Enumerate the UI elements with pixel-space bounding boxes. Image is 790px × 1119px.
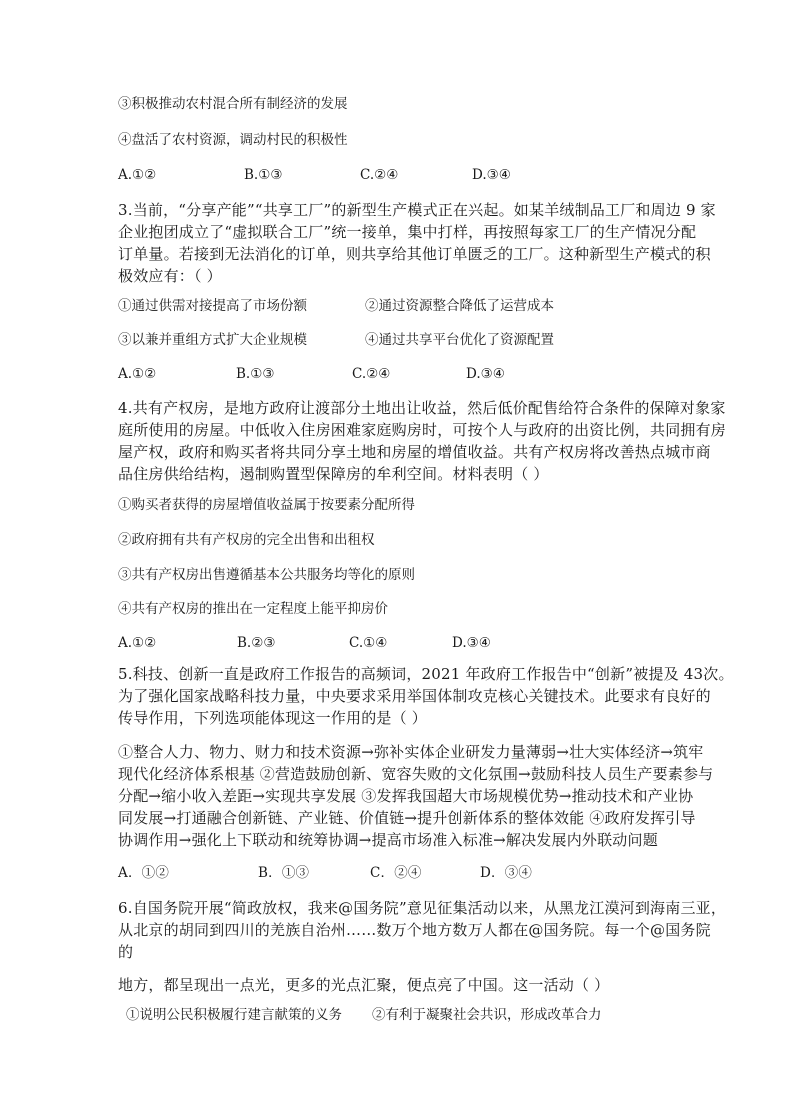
q4-option-a: A.①② <box>118 635 157 651</box>
q4-item-2: ②政府拥有共有产权房的完全出售和出租权 <box>118 532 375 548</box>
q2-option-c: C.②④ <box>360 167 399 183</box>
q6-choice-1: ①说明公民积极履行建言献策的义务 <box>126 1007 342 1023</box>
q6-choice-2: ②有利于凝聚社会共识，形成改革合力 <box>372 1007 602 1023</box>
q2-option-b: B.①③ <box>244 167 283 183</box>
q4-item-4: ④共有产权房的推出在一定程度上能平抑房价 <box>118 601 388 617</box>
q5-option-b: B．①③ <box>258 865 310 881</box>
q3-choice-4: ④通过共享平台优化了资源配置 <box>365 332 554 348</box>
q5-stem-line-1: 5.科技、创新一直是政府工作报告的高频词，2021 年政府工作报告中“创新”被提及 43次。 <box>118 665 734 683</box>
q2-option-d: D.③④ <box>472 167 511 183</box>
q4-stem-line-2: 庭所使用的房屋。中低收入住房困难家庭购房时，可按个人与政府的出资比例，共同拥有房 <box>118 421 727 439</box>
q5-body-line-5: 协调作用→强化上下联动和统筹协调→提高市场准入标准→解决发展内外联动问题 <box>118 831 658 849</box>
q5-option-a: A．①② <box>118 865 170 881</box>
q4-option-d: D.③④ <box>452 635 491 651</box>
q4-stem-line-3: 屋产权，政府和购买者将共同分享土地和房屋的增值收益。共有产权房将改善热点城市商 <box>118 443 711 461</box>
q6-stem-line-1: 6.自国务院开展“简政放权，我来@国务院”意见征集活动以来，从黑龙江漠河到海南三亚， <box>118 899 727 917</box>
q4-stem-line-4: 品住房供给结构，遏制购置型保障房的牟利空间。材料表明（ ） <box>118 465 549 483</box>
q3-stem-line-4: 极效应有：（ ） <box>118 267 222 285</box>
q3-choice-3: ③以兼并重组方式扩大企业规模 <box>118 332 307 348</box>
q2-item-4: ④盘活了农村资源，调动村民的积极性 <box>118 132 348 148</box>
q3-option-d: D.③④ <box>466 366 505 382</box>
q2-option-a: A.①② <box>118 167 157 183</box>
q6-stem-line-2: 从北京的胡同到四川的羌族自治州……数万个地方数万人都在@国务院。每一个@国务院 <box>118 921 711 939</box>
q4-stem-line-1: 4.共有产权房，是地方政府让渡部分土地出让收益，然后低价配售给符合条件的保障对象家 <box>118 399 726 417</box>
q4-item-3: ③共有产权房出售遵循基本公共服务均等化的原则 <box>118 567 415 583</box>
q2-item-3: ③积极推动农村混合所有制经济的发展 <box>118 96 348 112</box>
q4-item-1: ①购买者获得的房屋增值收益属于按要素分配所得 <box>118 497 415 513</box>
q3-stem-line-2: 企业抱团成立了“虚拟联合工厂”统一接单，集中打样，再按照每家工厂的生产情况分配 <box>118 223 697 241</box>
q5-option-d: D．③④ <box>480 865 533 881</box>
q3-option-a: A.①② <box>118 366 157 382</box>
q3-choice-2: ②通过资源整合降低了运营成本 <box>365 298 554 314</box>
q5-option-c: C．②④ <box>370 865 422 881</box>
q6-stem-continued: 地方，都呈现出一点光，更多的光点汇聚，便点亮了中国。这一活动（ ） <box>118 976 610 994</box>
q5-stem-line-2: 为了强化国家战略科技力量，中央要求采用举国体制攻克核心关键技术。此要求有良好的 <box>118 687 711 705</box>
q5-body-line-4: 同发展→打通融合创新链、产业链、价值链→提升创新体系的整体效能 ④政府发挥引导 <box>118 809 696 827</box>
q3-choice-1: ①通过供需对接提高了市场份额 <box>118 298 307 314</box>
q5-body-line-2: 现代化经济体系根基 ②营造鼓励创新、宽容失败的文化氛围→鼓励科技人员生产要素参与 <box>118 765 714 783</box>
q6-stem-line-3: 的 <box>118 943 134 961</box>
q5-body-line-3: 分配→缩小收入差距→实现共享发展 ③发挥我国超大市场规模优势→推动技术和产业协 <box>118 787 694 805</box>
q5-body-line-1: ①整合人力、物力、财力和技术资源→弥补实体企业研发力量薄弱→壮大实体经济→筑牢 <box>118 743 704 761</box>
q3-option-b: B.①③ <box>236 366 275 382</box>
q4-option-b: B.②③ <box>237 635 276 651</box>
q4-option-c: C.①④ <box>349 635 388 651</box>
q3-stem-line-3: 订单量。若接到无法消化的订单，则共享给其他订单匮乏的工厂。这种新型生产模式的积 <box>118 245 711 263</box>
q3-stem-line-1: 3.当前，“分享产能”“共享工厂”的新型生产模式正在兴起。如某羊绒制品工厂和周边 9 家 <box>118 201 716 219</box>
q3-option-c: C.②④ <box>352 366 391 382</box>
q5-stem-line-3: 传导作用，下列选项能体现这一作用的是（ ） <box>118 709 427 727</box>
